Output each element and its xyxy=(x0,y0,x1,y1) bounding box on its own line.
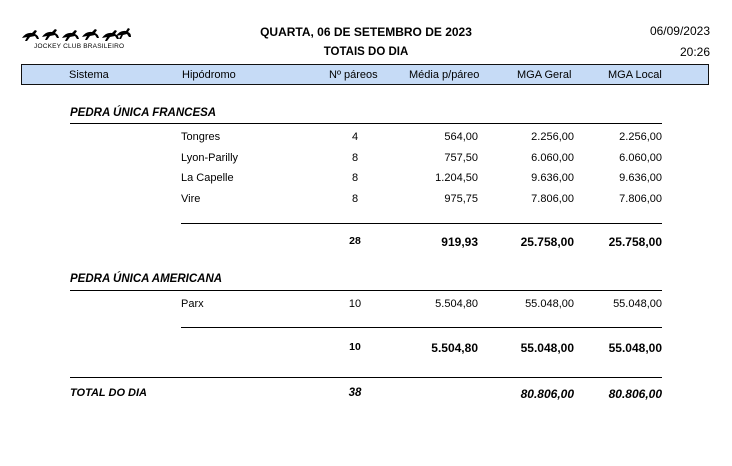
column-header-hipodromo: Hipódromo xyxy=(182,69,236,81)
subtotal-mga-local: 25.758,00 xyxy=(608,235,662,249)
total-divider xyxy=(70,377,662,378)
section-divider xyxy=(70,123,662,124)
hipodromo-cell: La Capelle xyxy=(181,172,234,184)
section-title: PEDRA ÚNICA AMERICANA xyxy=(70,273,223,285)
subtotal-mga-local: 55.048,00 xyxy=(608,341,662,355)
page-subtitle: TOTAIS DO DIA xyxy=(323,46,409,58)
logo-text: JOCKEY CLUB BRASILEIRO xyxy=(34,43,125,50)
mga-geral-cell: 7.806,00 xyxy=(531,193,574,205)
media-cell: 564,00 xyxy=(444,131,478,143)
column-header-mga-local: MGA Local xyxy=(608,69,662,81)
total-mga-local: 80.806,00 xyxy=(608,387,662,401)
total-pareos: 38 xyxy=(348,387,362,399)
mga-local-cell: 9.636,00 xyxy=(619,172,662,184)
hipodromo-cell: Lyon-Parilly xyxy=(181,152,239,164)
media-cell: 5.504,80 xyxy=(435,298,478,310)
report-time: 20:26 xyxy=(679,45,710,59)
hipodromo-cell: Tongres xyxy=(181,131,221,143)
mga-geral-cell: 9.636,00 xyxy=(531,172,574,184)
mga-local-cell: 6.060,00 xyxy=(619,152,662,164)
report-date: 06/09/2023 xyxy=(649,24,710,38)
subtotal-mga-geral: 25.758,00 xyxy=(520,235,574,249)
pareos-cell: 4 xyxy=(351,131,359,143)
pareos-cell: 8 xyxy=(351,193,359,205)
section-title: PEDRA ÚNICA FRANCESA xyxy=(70,107,217,119)
pareos-cell: 8 xyxy=(351,172,359,184)
column-header-bar xyxy=(21,64,709,85)
pareos-cell: 8 xyxy=(351,152,359,164)
hipodromo-cell: Parx xyxy=(181,298,204,310)
page-title: QUARTA, 06 DE SETEMBRO DE 2023 xyxy=(260,25,472,39)
total-label: TOTAL DO DIA xyxy=(70,387,147,399)
mga-local-cell: 7.806,00 xyxy=(619,193,662,205)
media-cell: 1.204,50 xyxy=(435,172,478,184)
media-cell: 757,50 xyxy=(444,152,478,164)
pareos-cell: 10 xyxy=(348,298,362,310)
subtotal-mga-geral: 55.048,00 xyxy=(520,341,574,355)
mga-geral-cell: 55.048,00 xyxy=(525,298,574,310)
mga-local-cell: 2.256,00 xyxy=(619,131,662,143)
subtotal-pareos: 10 xyxy=(349,341,361,353)
column-header-media: Média p/páreo xyxy=(409,69,480,81)
subtotal-media: 5.504,80 xyxy=(431,341,478,355)
column-header-pareos: Nº páreos xyxy=(329,69,378,81)
mga-local-cell: 55.048,00 xyxy=(613,298,662,310)
column-header-mga-geral: MGA Geral xyxy=(517,69,572,81)
media-cell: 975,75 xyxy=(444,193,478,205)
subtotal-media: 919,93 xyxy=(441,235,478,249)
column-header-sistema: Sistema xyxy=(69,69,109,81)
total-mga-geral: 80.806,00 xyxy=(520,387,574,401)
subtotal-divider xyxy=(181,327,662,328)
hipodromo-cell: Vire xyxy=(181,193,201,205)
mga-geral-cell: 2.256,00 xyxy=(531,131,574,143)
subtotal-pareos: 28 xyxy=(349,235,361,247)
mga-geral-cell: 6.060,00 xyxy=(531,152,574,164)
subtotal-divider xyxy=(181,223,662,224)
section-divider xyxy=(70,290,662,291)
